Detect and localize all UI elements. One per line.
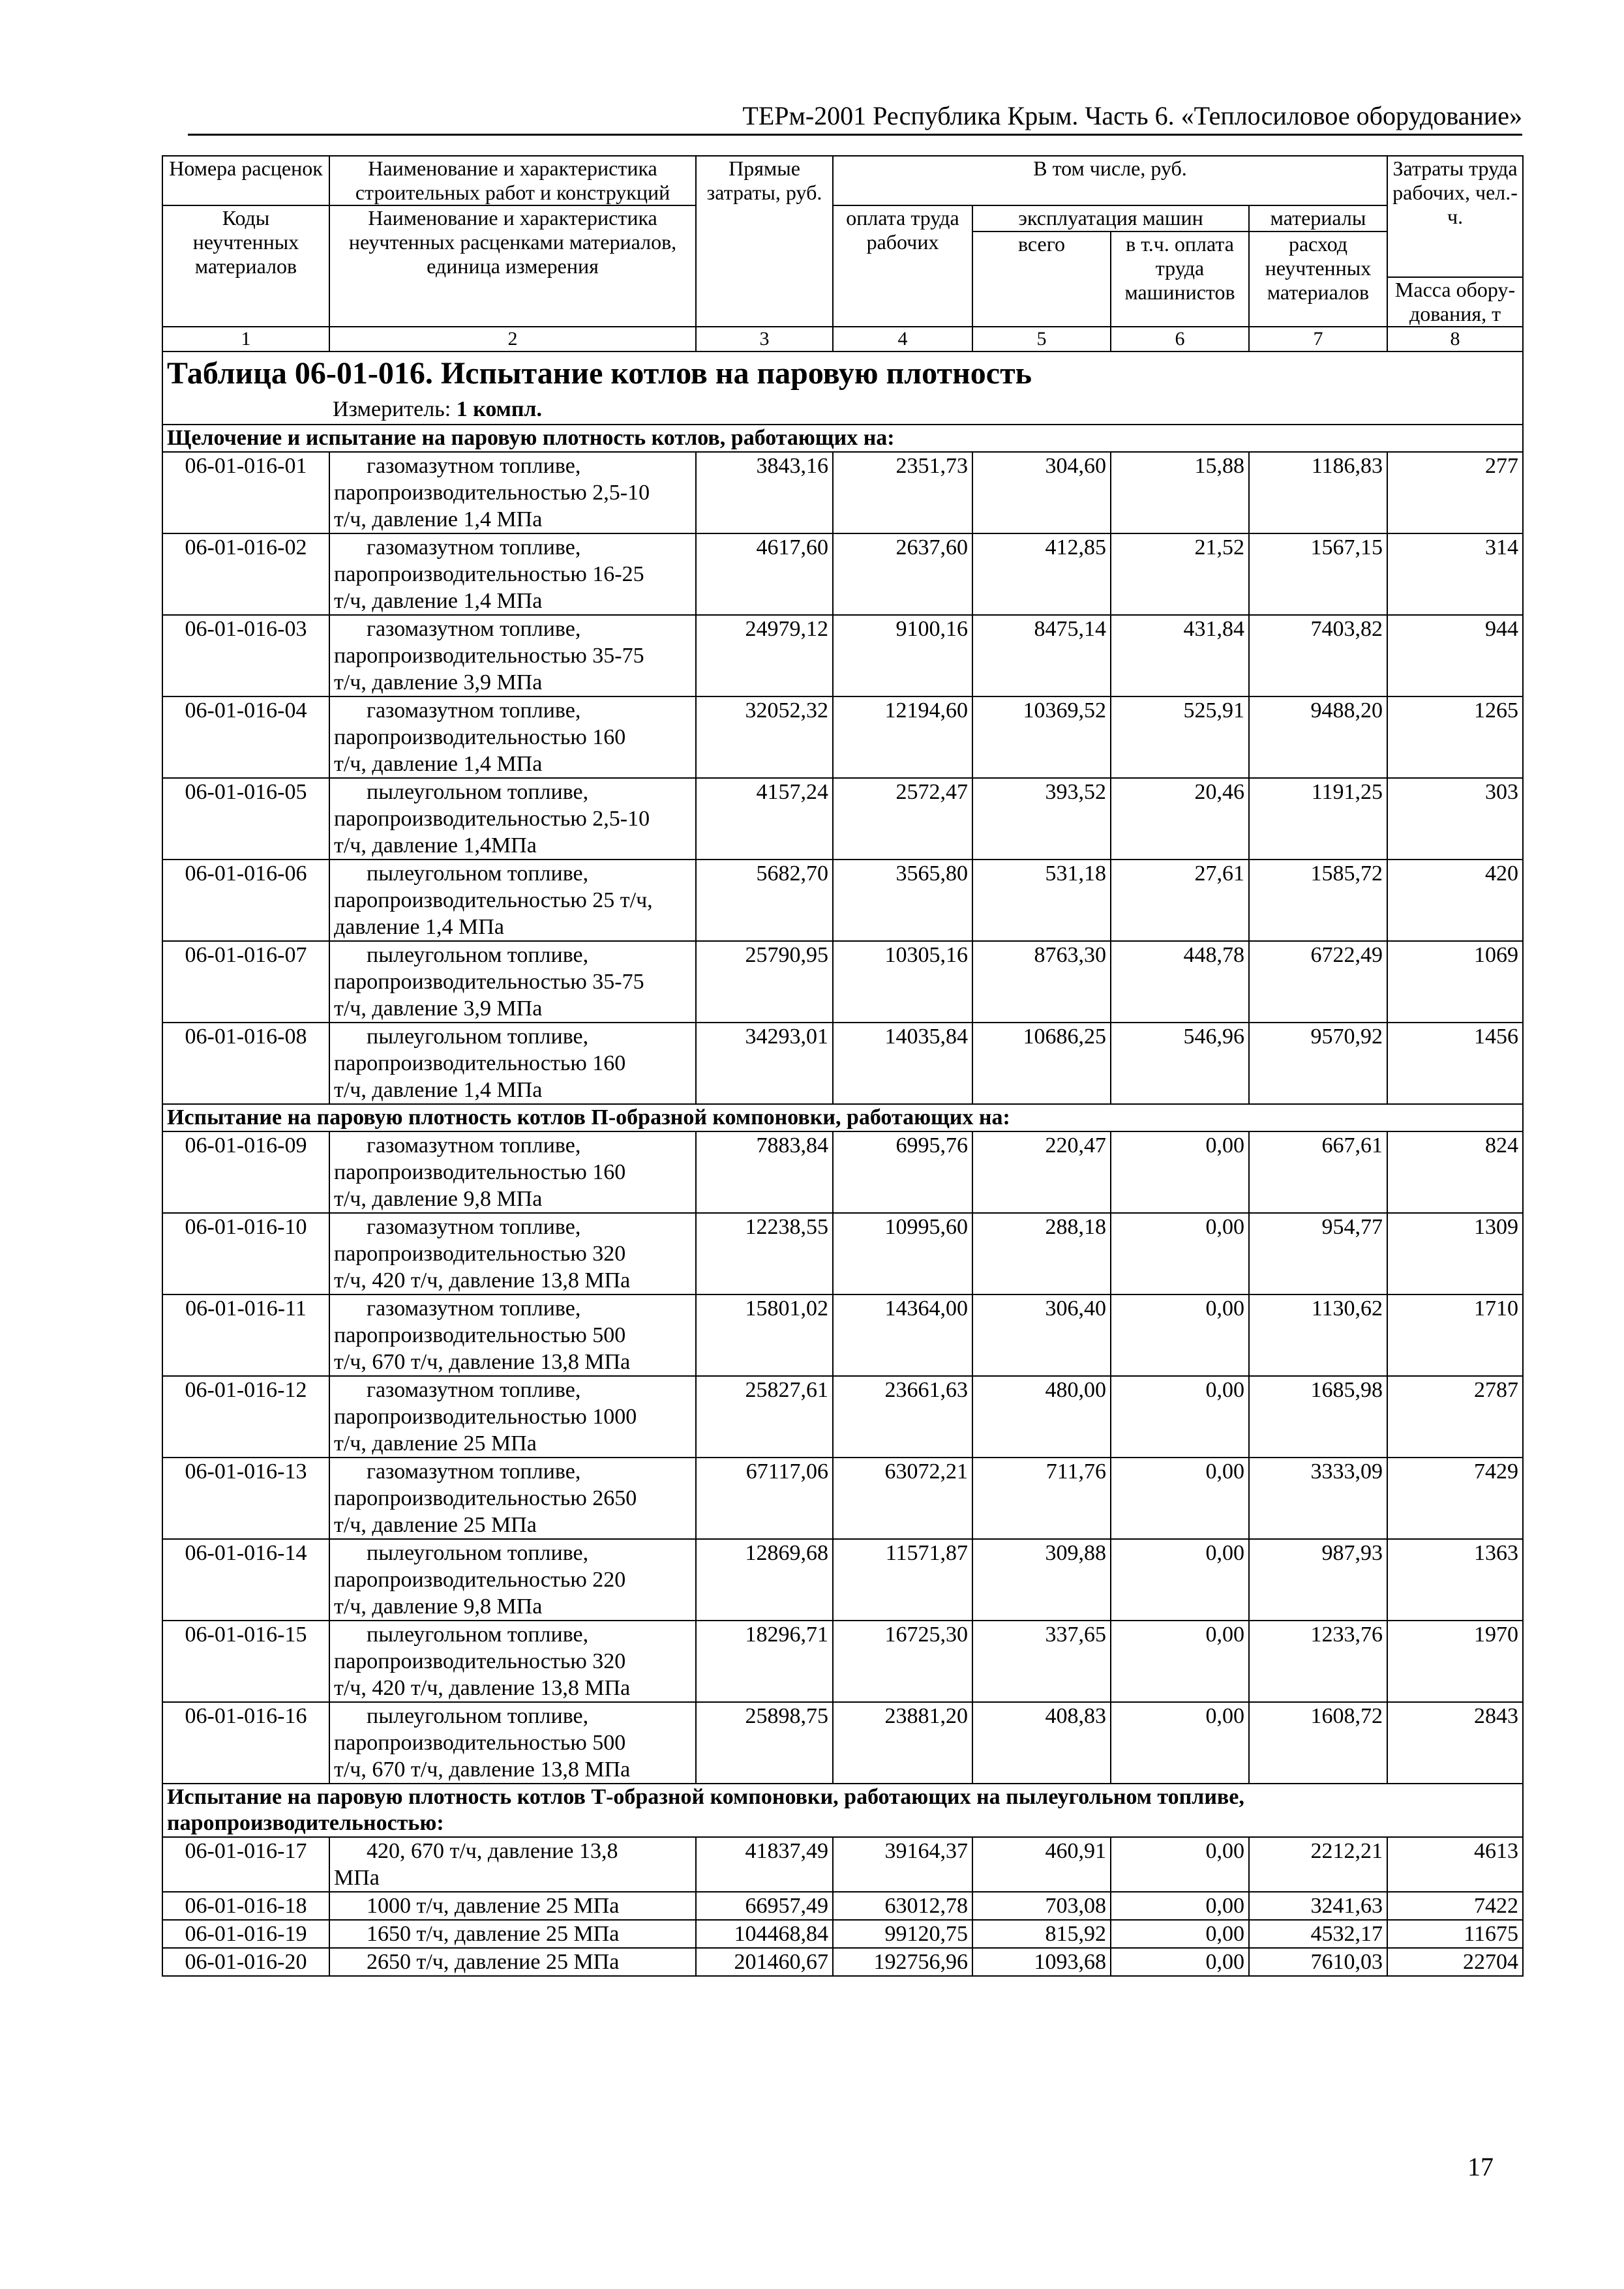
direct-cost-cell: 15801,02: [696, 1294, 833, 1376]
table-row: [162, 1458, 1523, 1539]
rate-code-cell: 06-01-016-11: [162, 1294, 329, 1376]
labor-pay-cell: 10995,60: [833, 1213, 972, 1294]
direct-cost-cell: 12869,68: [696, 1539, 833, 1621]
machinists-pay-cell: 525,91: [1111, 696, 1249, 778]
labor-pay-cell: 2351,73: [833, 452, 972, 533]
machines-total-cell: 10686,25: [972, 1023, 1111, 1104]
machinists-pay-cell: 0,00: [1111, 1837, 1249, 1892]
work-name-cell: [329, 1539, 696, 1621]
header-rule: [188, 134, 1522, 136]
work-name-line: паропроизводительностью 160: [334, 1160, 626, 1184]
work-name-line: газомазутном топливе,: [367, 1215, 581, 1239]
labor-pay-cell: 16725,30: [833, 1621, 972, 1702]
direct-cost-cell: 104468,84: [696, 1920, 833, 1948]
machines-total-cell: 304,60: [972, 452, 1111, 533]
rate-code-cell: 06-01-016-18: [162, 1892, 329, 1920]
work-name-line: газомазутном топливе,: [367, 535, 581, 560]
work-name-line: паропроизводительностью 35-75: [334, 970, 644, 994]
work-name-line: паропроизводительностью 160: [334, 725, 626, 749]
rate-code-cell: 06-01-016-05: [162, 778, 329, 860]
running-header: ТЕРм-2001 Республика Крым. Часть 6. «Теплосиловое оборудование»: [742, 101, 1522, 130]
work-name-cell: [329, 941, 696, 1023]
machines-total-cell: 412,85: [972, 533, 1111, 615]
work-name-line: пылеугольном топливе,: [367, 1541, 589, 1565]
machinists-pay-cell: 20,46: [1111, 778, 1249, 860]
header-labor-pay: оплата труда рабочих: [833, 205, 972, 327]
work-name-line: МПа: [334, 1866, 380, 1890]
work-name-line: т/ч, давление 3,9 МПа: [334, 670, 543, 695]
labor-pay-cell: 10305,16: [833, 941, 972, 1023]
rates-table: [162, 155, 1524, 1977]
machinists-pay-cell: 0,00: [1111, 1131, 1249, 1213]
table-title-block: [162, 352, 1523, 425]
machines-total-cell: 815,92: [972, 1920, 1111, 1948]
machinists-pay-cell: 0,00: [1111, 1920, 1249, 1948]
materials-cell: 7403,82: [1249, 615, 1387, 696]
table-row: [162, 1376, 1523, 1458]
labor-pay-cell: 2637,60: [833, 533, 972, 615]
labor-pay-cell: 63072,21: [833, 1458, 972, 1539]
work-name-line: 1000 т/ч, давление 25 МПа: [367, 1894, 620, 1918]
direct-cost-cell: 18296,71: [696, 1621, 833, 1702]
rate-code-cell: 06-01-016-19: [162, 1920, 329, 1948]
header-name-materials: Наименование и характеристика неучтенных расценками материалов, единица измерения: [329, 205, 696, 327]
machines-total-cell: 408,83: [972, 1702, 1111, 1784]
table-row: [162, 1539, 1523, 1621]
machinists-pay-cell: 0,00: [1111, 1539, 1249, 1621]
machines-total-cell: 306,40: [972, 1294, 1111, 1376]
work-name-line: т/ч, давление 9,8 МПа: [334, 1594, 543, 1619]
work-name-line: т/ч, давление 1,4 МПа: [334, 752, 543, 776]
work-name-cell: [329, 1294, 696, 1376]
table-row: [162, 1621, 1523, 1702]
labor-pay-cell: 39164,37: [833, 1837, 972, 1892]
section-row: [162, 1784, 1523, 1837]
work-name-line: газомазутном топливе,: [367, 454, 581, 478]
work-name-line: т/ч, 670 т/ч, давление 13,8 МПа: [334, 1758, 631, 1782]
unit-label: Измеритель:: [333, 397, 451, 421]
labor-hours-cell: 420: [1387, 860, 1523, 941]
direct-cost-cell: 67117,06: [696, 1458, 833, 1539]
header-total: всего: [972, 232, 1111, 327]
labor-hours-cell: 11675: [1387, 1920, 1523, 1948]
machines-total-cell: 480,00: [972, 1376, 1111, 1458]
work-name-line: паропроизводительностью 2650: [334, 1486, 637, 1510]
direct-cost-cell: 12238,55: [696, 1213, 833, 1294]
rate-code-cell: 06-01-016-01: [162, 452, 329, 533]
table-row: [162, 452, 1523, 533]
machines-total-cell: 220,47: [972, 1131, 1111, 1213]
materials-cell: 1191,25: [1249, 778, 1387, 860]
labor-hours-cell: 4613: [1387, 1837, 1523, 1892]
labor-hours-cell: 1456: [1387, 1023, 1523, 1104]
materials-cell: 954,77: [1249, 1213, 1387, 1294]
rate-code-cell: 06-01-016-20: [162, 1948, 329, 1976]
section-row: [162, 425, 1523, 452]
machines-total-cell: 337,65: [972, 1621, 1111, 1702]
machines-total-cell: 288,18: [972, 1213, 1111, 1294]
machinists-pay-cell: 0,00: [1111, 1294, 1249, 1376]
machinists-pay-cell: 0,00: [1111, 1702, 1249, 1784]
machinists-pay-cell: 0,00: [1111, 1213, 1249, 1294]
rate-code-cell: 06-01-016-17: [162, 1837, 329, 1892]
work-name-cell: [329, 1702, 696, 1784]
materials-cell: 1567,15: [1249, 533, 1387, 615]
work-name-cell: [329, 615, 696, 696]
work-name-cell: [329, 1376, 696, 1458]
rate-code-cell: 06-01-016-03: [162, 615, 329, 696]
direct-cost-cell: 24979,12: [696, 615, 833, 696]
table-row: [162, 1213, 1523, 1294]
unit-value: 1 компл.: [456, 397, 543, 421]
materials-cell: 3241,63: [1249, 1892, 1387, 1920]
work-name-line: газомазутном топливе,: [367, 1133, 581, 1158]
work-name-line: 1650 т/ч, давление 25 МПа: [367, 1922, 620, 1946]
rate-code-cell: 06-01-016-12: [162, 1376, 329, 1458]
labor-pay-cell: 23881,20: [833, 1702, 972, 1784]
direct-cost-cell: 201460,67: [696, 1948, 833, 1976]
machines-total-cell: 10369,52: [972, 696, 1111, 778]
labor-hours-cell: 944: [1387, 615, 1523, 696]
work-name-line: пылеугольном топливе,: [367, 1704, 589, 1728]
table-row: [162, 1294, 1523, 1376]
table-row: [162, 1920, 1523, 1948]
labor-pay-cell: 63012,78: [833, 1892, 972, 1920]
work-name-line: паропроизводительностью 25 т/ч,: [334, 888, 653, 912]
work-name-line: газомазутном топливе,: [367, 1378, 581, 1402]
materials-cell: 667,61: [1249, 1131, 1387, 1213]
work-name-line: т/ч, давление 25 МПа: [334, 1431, 537, 1456]
machines-total-cell: 8475,14: [972, 615, 1111, 696]
rate-code-cell: 06-01-016-07: [162, 941, 329, 1023]
table-row: [162, 860, 1523, 941]
header-materials: материалы: [1249, 205, 1387, 232]
labor-pay-cell: 9100,16: [833, 615, 972, 696]
work-name-line: пылеугольном топливе,: [367, 1623, 589, 1647]
rate-code-cell: 06-01-016-13: [162, 1458, 329, 1539]
work-name-line: паропроизводительностью 2,5-10: [334, 807, 650, 831]
direct-cost-cell: 5682,70: [696, 860, 833, 941]
rate-code-cell: 06-01-016-08: [162, 1023, 329, 1104]
machines-total-cell: 393,52: [972, 778, 1111, 860]
labor-hours-cell: 824: [1387, 1131, 1523, 1213]
column-number: 8: [1387, 327, 1523, 352]
labor-hours-cell: 277: [1387, 452, 1523, 533]
labor-hours-cell: 1309: [1387, 1213, 1523, 1294]
materials-cell: 9570,92: [1249, 1023, 1387, 1104]
direct-cost-cell: 7883,84: [696, 1131, 833, 1213]
work-name-line: т/ч, давление 3,9 МПа: [334, 996, 543, 1021]
table-row: [162, 1131, 1523, 1213]
machines-total-cell: 1093,68: [972, 1948, 1111, 1976]
table-row: [162, 1892, 1523, 1920]
work-name-cell: [329, 696, 696, 778]
work-name-line: давление 1,4 МПа: [334, 915, 504, 939]
labor-pay-cell: 14364,00: [833, 1294, 972, 1376]
header-direct: Прямые затраты, руб.: [696, 156, 833, 327]
work-name-cell: [329, 1837, 696, 1892]
header-rates-no: Номера расценок: [162, 156, 329, 205]
work-name-line: т/ч, давление 25 МПа: [334, 1513, 537, 1537]
header-incl: В том числе, руб.: [833, 156, 1387, 205]
rate-code-cell: 06-01-016-16: [162, 1702, 329, 1784]
work-name-line: паропроизводительностью 16-25: [334, 562, 644, 586]
labor-pay-cell: 23661,63: [833, 1376, 972, 1458]
work-name-line: паропроизводительностью 320: [334, 1649, 626, 1673]
machines-total-cell: 711,76: [972, 1458, 1111, 1539]
materials-cell: 9488,20: [1249, 696, 1387, 778]
materials-cell: 1608,72: [1249, 1702, 1387, 1784]
column-number: 7: [1249, 327, 1387, 352]
labor-pay-cell: 3565,80: [833, 860, 972, 941]
header-machines: эксплуатация машин: [972, 205, 1249, 232]
work-name-line: паропроизводительностью 160: [334, 1051, 626, 1075]
work-name-cell: [329, 860, 696, 941]
materials-cell: 1186,83: [1249, 452, 1387, 533]
rate-code-cell: 06-01-016-09: [162, 1131, 329, 1213]
work-name-line: паропроизводительностью 220: [334, 1568, 626, 1592]
materials-cell: 1685,98: [1249, 1376, 1387, 1458]
machinists-pay-cell: 0,00: [1111, 1621, 1249, 1702]
work-name-line: газомазутном топливе,: [367, 1296, 581, 1321]
work-name-line: паропроизводительностью 500: [334, 1323, 626, 1347]
table-title: Таблица 06-01-016. Испытание котлов на паровую плотность: [167, 356, 1032, 391]
section-title: Испытание на паровую плотность котлов П-образной компоновки, работающих на:: [162, 1104, 1523, 1131]
materials-cell: 3333,09: [1249, 1458, 1387, 1539]
work-name-line: 2650 т/ч, давление 25 МПа: [367, 1950, 620, 1974]
work-name-line: т/ч, 420 т/ч, давление 13,8 МПа: [334, 1676, 631, 1700]
materials-cell: 7610,03: [1249, 1948, 1387, 1976]
column-number: 6: [1111, 327, 1249, 352]
direct-cost-cell: 41837,49: [696, 1837, 833, 1892]
column-number: 3: [696, 327, 833, 352]
labor-hours-cell: 1265: [1387, 696, 1523, 778]
labor-pay-cell: 11571,87: [833, 1539, 972, 1621]
table-row: [162, 533, 1523, 615]
work-name-line: газомазутном топливе,: [367, 698, 581, 723]
direct-cost-cell: 4157,24: [696, 778, 833, 860]
work-name-line: т/ч, 420 т/ч, давление 13,8 МПа: [334, 1268, 631, 1293]
header-labor-costs: Затраты труда рабочих, чел.-ч.: [1387, 156, 1523, 277]
work-name-cell: [329, 1920, 696, 1948]
table-row: [162, 1023, 1523, 1104]
direct-cost-cell: 4617,60: [696, 533, 833, 615]
direct-cost-cell: 66957,49: [696, 1892, 833, 1920]
machinists-pay-cell: 0,00: [1111, 1458, 1249, 1539]
labor-hours-cell: 314: [1387, 533, 1523, 615]
materials-cell: 2212,21: [1249, 1837, 1387, 1892]
table-unit: [167, 395, 1518, 424]
labor-hours-cell: 22704: [1387, 1948, 1523, 1976]
work-name-line: 420, 670 т/ч, давление 13,8: [367, 1839, 618, 1863]
work-name-line: газомазутном топливе,: [367, 1459, 581, 1484]
machines-total-cell: 309,88: [972, 1539, 1111, 1621]
labor-pay-cell: 192756,96: [833, 1948, 972, 1976]
work-name-line: паропроизводительностью 320: [334, 1242, 626, 1266]
work-name-line: т/ч, давление 1,4 МПа: [334, 507, 543, 531]
table-row: [162, 1702, 1523, 1784]
work-name-cell: [329, 778, 696, 860]
materials-cell: 1585,72: [1249, 860, 1387, 941]
direct-cost-cell: 32052,32: [696, 696, 833, 778]
work-name-line: т/ч, 670 т/ч, давление 13,8 МПа: [334, 1350, 631, 1374]
work-name-cell: [329, 1213, 696, 1294]
machinists-pay-cell: 0,00: [1111, 1376, 1249, 1458]
section-row: [162, 1104, 1523, 1131]
materials-cell: 1233,76: [1249, 1621, 1387, 1702]
table-row: [162, 778, 1523, 860]
table-row: [162, 941, 1523, 1023]
materials-cell: 4532,17: [1249, 1920, 1387, 1948]
materials-cell: 6722,49: [1249, 941, 1387, 1023]
work-name-cell: [329, 1458, 696, 1539]
column-number: 1: [162, 327, 329, 352]
labor-hours-cell: 1970: [1387, 1621, 1523, 1702]
column-number: 2: [329, 327, 696, 352]
labor-hours-cell: 1069: [1387, 941, 1523, 1023]
work-name-line: пылеугольном топливе,: [367, 780, 589, 804]
work-name-cell: [329, 1948, 696, 1976]
rate-code-cell: 06-01-016-15: [162, 1621, 329, 1702]
work-name-line: пылеугольном топливе,: [367, 943, 589, 967]
machines-total-cell: 531,18: [972, 860, 1111, 941]
materials-cell: 1130,62: [1249, 1294, 1387, 1376]
work-name-line: паропроизводительностью 35-75: [334, 644, 644, 668]
work-name-line: т/ч, давление 1,4 МПа: [334, 589, 543, 613]
labor-hours-cell: 7429: [1387, 1458, 1523, 1539]
machinists-pay-cell: 546,96: [1111, 1023, 1249, 1104]
header-mass: Масса обору-дования, т: [1387, 277, 1523, 327]
machinists-pay-cell: 0,00: [1111, 1948, 1249, 1976]
rate-code-cell: 06-01-016-04: [162, 696, 329, 778]
labor-pay-cell: 14035,84: [833, 1023, 972, 1104]
column-number: 4: [833, 327, 972, 352]
column-number: 5: [972, 327, 1111, 352]
work-name-line: газомазутном топливе,: [367, 617, 581, 641]
direct-cost-cell: 25790,95: [696, 941, 833, 1023]
page-number: 17: [1467, 2152, 1494, 2181]
work-name-line: паропроизводительностью 500: [334, 1731, 626, 1755]
labor-hours-cell: 1363: [1387, 1539, 1523, 1621]
table-body: [162, 156, 1523, 1976]
machinists-pay-cell: 15,88: [1111, 452, 1249, 533]
labor-pay-cell: 99120,75: [833, 1920, 972, 1948]
work-name-cell: [329, 1023, 696, 1104]
labor-hours-cell: 2843: [1387, 1702, 1523, 1784]
machines-total-cell: 8763,30: [972, 941, 1111, 1023]
labor-hours-cell: 7422: [1387, 1892, 1523, 1920]
work-name-line: паропроизводительностью 2,5-10: [334, 481, 650, 505]
machinists-pay-cell: 0,00: [1111, 1892, 1249, 1920]
work-name-cell: [329, 1621, 696, 1702]
work-name-line: т/ч, давление 1,4 МПа: [334, 1078, 543, 1102]
machines-total-cell: 703,08: [972, 1892, 1111, 1920]
work-name-line: т/ч, давление 9,8 МПа: [334, 1187, 543, 1211]
rate-code-cell: 06-01-016-10: [162, 1213, 329, 1294]
rate-code-cell: 06-01-016-06: [162, 860, 329, 941]
header-consumption: расход неучтенных материалов: [1249, 232, 1387, 327]
table-row: [162, 615, 1523, 696]
machinists-pay-cell: 21,52: [1111, 533, 1249, 615]
header-codes: Коды неучтенных материалов: [162, 205, 329, 327]
labor-pay-cell: 12194,60: [833, 696, 972, 778]
work-name-cell: [329, 1131, 696, 1213]
machines-total-cell: 460,91: [972, 1837, 1111, 1892]
work-name-line: пылеугольном топливе,: [367, 861, 589, 886]
section-title: Испытание на паровую плотность котлов Т-образной компоновки, работающих на пылеугольном топливе, паропроизводительностью:: [162, 1784, 1523, 1837]
rate-code-cell: 06-01-016-02: [162, 533, 329, 615]
direct-cost-cell: 34293,01: [696, 1023, 833, 1104]
machinists-pay-cell: 448,78: [1111, 941, 1249, 1023]
work-name-cell: [329, 452, 696, 533]
direct-cost-cell: 25898,75: [696, 1702, 833, 1784]
work-name-line: пылеугольном топливе,: [367, 1025, 589, 1049]
labor-pay-cell: 6995,76: [833, 1131, 972, 1213]
direct-cost-cell: 3843,16: [696, 452, 833, 533]
labor-hours-cell: 2787: [1387, 1376, 1523, 1458]
machinists-pay-cell: 431,84: [1111, 615, 1249, 696]
direct-cost-cell: 25827,61: [696, 1376, 833, 1458]
work-name-cell: [329, 533, 696, 615]
labor-hours-cell: 303: [1387, 778, 1523, 860]
work-name-line: паропроизводительностью 1000: [334, 1405, 637, 1429]
work-name-line: т/ч, давление 1,4МПа: [334, 833, 537, 858]
work-name-cell: [329, 1892, 696, 1920]
header-incl-pay: в т.ч. оплата труда машинистов: [1111, 232, 1249, 327]
materials-cell: 987,93: [1249, 1539, 1387, 1621]
table-row: [162, 1948, 1523, 1976]
labor-hours-cell: 1710: [1387, 1294, 1523, 1376]
table-row: [162, 1837, 1523, 1892]
rate-code-cell: 06-01-016-14: [162, 1539, 329, 1621]
header-name-works: Наименование и характеристика строительных работ и конструкций: [329, 156, 696, 205]
labor-pay-cell: 2572,47: [833, 778, 972, 860]
table-row: [162, 696, 1523, 778]
machinists-pay-cell: 27,61: [1111, 860, 1249, 941]
section-title: Щелочение и испытание на паровую плотность котлов, работающих на:: [162, 425, 1523, 452]
